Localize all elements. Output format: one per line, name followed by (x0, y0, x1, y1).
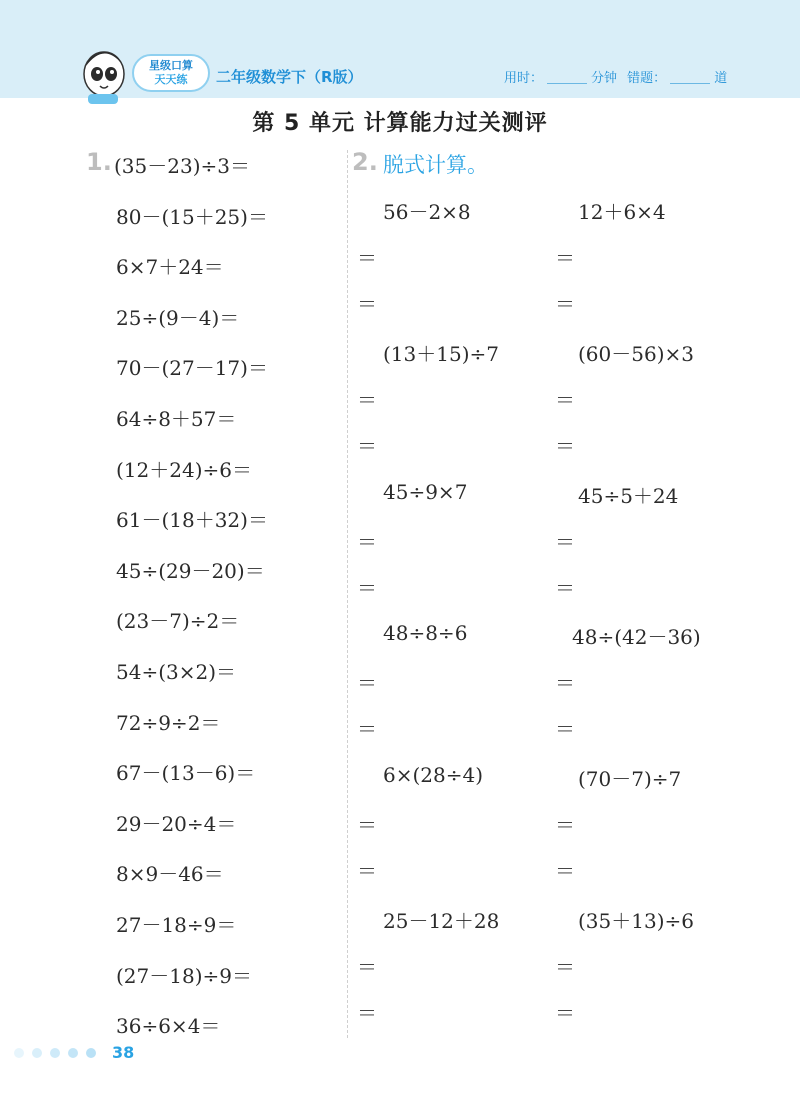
section1-expression: 80－(15＋25)＝ (116, 204, 268, 229)
section2-expression: (60－56)×3 (578, 341, 694, 366)
equals-line: ＝ (357, 859, 377, 884)
equals-line: ＝ (555, 575, 575, 600)
equals-line: ＝ (555, 387, 575, 412)
section1-expression: 67－(13－6)＝ (116, 761, 256, 786)
brand-badge (132, 54, 210, 92)
grade-title: 二年级数学下（R版） (216, 68, 363, 86)
equals-line: ＝ (555, 859, 575, 884)
section2-expression: 56－2×8 (383, 200, 471, 224)
unit-title: 第 5 单元 计算能力过关测评 (252, 111, 548, 136)
footer-dot (32, 1048, 42, 1058)
equals-line: ＝ (357, 433, 377, 458)
equals-line: ＝ (357, 529, 377, 554)
brand-line2: 天天练 (154, 73, 188, 86)
section1-expression: 36÷6×4＝ (116, 1014, 221, 1039)
section1-expression: 29－20÷4＝ (116, 811, 237, 836)
equals-line: ＝ (357, 246, 377, 270)
equals-line: ＝ (555, 292, 575, 316)
footer-dot (50, 1048, 60, 1058)
equals-line: ＝ (555, 717, 575, 742)
page-number: 38 (112, 1043, 135, 1062)
equals-line: ＝ (555, 813, 575, 838)
equals-line: ＝ (555, 955, 575, 979)
section1-expression: 54÷(3×2)＝ (116, 660, 237, 684)
equals-line: ＝ (357, 575, 377, 600)
section2-expression: 25－12＋28 (383, 909, 500, 933)
equals-line: ＝ (357, 955, 377, 979)
section2-title: 脱式计算。 (383, 153, 488, 177)
equals-line: ＝ (555, 671, 575, 696)
section2-number: 2. (352, 148, 378, 176)
section1-expression: 6×7＋24＝ (116, 255, 224, 280)
brand-line1: 星级口算 (149, 59, 193, 72)
errors-blank[interactable] (670, 71, 710, 84)
equals-line: ＝ (357, 671, 377, 696)
equals-line: ＝ (357, 717, 377, 742)
equals-line: ＝ (357, 1001, 377, 1025)
section1-expression: 61－(18＋32)＝ (116, 508, 268, 533)
equals-line: ＝ (555, 1001, 575, 1025)
mascot-icon (78, 44, 138, 104)
section1-number: 1. (86, 148, 112, 176)
section2-expression: (70－7)÷7 (578, 767, 682, 792)
equals-line: ＝ (357, 813, 377, 838)
section2-expression: (13＋15)÷7 (383, 341, 499, 366)
section1-expression: (27－18)÷9＝ (116, 963, 252, 988)
section1-expression: 27－18÷9＝ (116, 913, 237, 937)
footer-dot (86, 1048, 96, 1058)
section2-expression: 45÷5＋24 (578, 483, 679, 508)
section2-expression: 45÷9×7 (383, 479, 468, 504)
section2-expression: 12＋6×4 (578, 200, 666, 224)
equals-line: ＝ (357, 292, 377, 316)
time-label: 用时： (504, 71, 544, 86)
equals-line: ＝ (555, 529, 575, 554)
section1-expression: (23－7)÷2＝ (116, 609, 240, 634)
section2-expression: 48÷(42－36) (572, 625, 701, 650)
section2-expression: (35＋13)÷6 (578, 909, 694, 933)
equals-line: ＝ (555, 246, 575, 270)
section1-expression: 70－(27－17)＝ (116, 356, 268, 381)
column-divider (347, 150, 348, 1038)
section1-expression: 64÷8＋57＝ (116, 407, 237, 431)
equals-line: ＝ (555, 433, 575, 458)
time-blank[interactable] (547, 71, 587, 84)
section1-expression: (35－23)÷3＝ (114, 154, 250, 178)
section2-expression: 6×(28÷4) (383, 763, 484, 788)
section2-expression: 48÷8÷6 (383, 621, 468, 646)
equals-line: ＝ (357, 387, 377, 412)
errors-label: 错题： (627, 71, 667, 86)
items-label: 道 (714, 71, 728, 86)
footer-dot (14, 1048, 24, 1058)
minutes-label: 分钟 (591, 71, 618, 86)
footer-dot (68, 1048, 78, 1058)
section1-expression: 8×9－46＝ (116, 862, 224, 887)
time-stats (504, 67, 727, 86)
section1-expression: 72÷9÷2＝ (116, 710, 221, 735)
section1-expression: 45÷(29－20)＝ (116, 558, 265, 583)
section1-expression: 25÷(9－4)＝ (116, 305, 240, 330)
section1-expression: (12＋24)÷6＝ (116, 457, 252, 482)
